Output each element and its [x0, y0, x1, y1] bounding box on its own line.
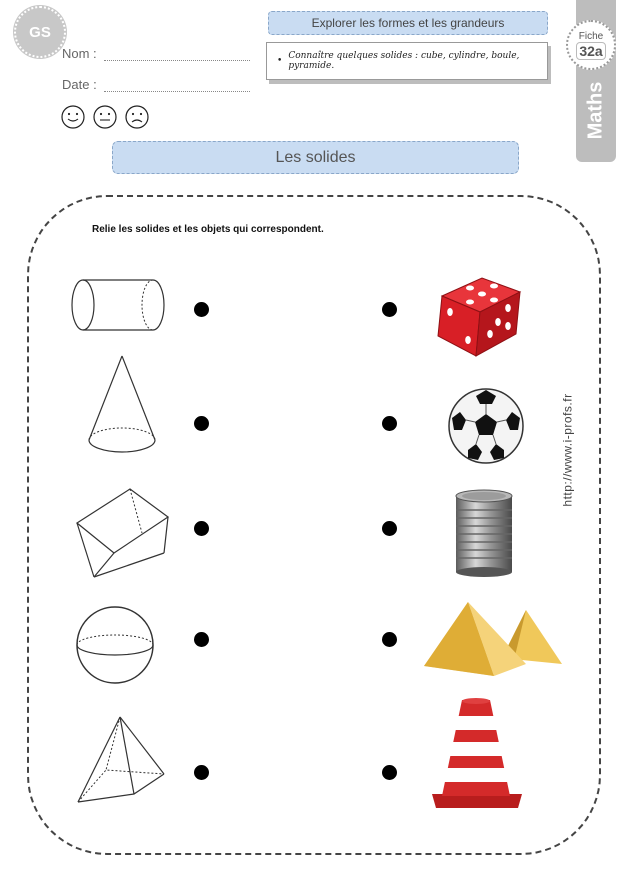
- bullet-icon: •: [277, 56, 283, 66]
- topic-banner: Explorer les formes et les grandeurs: [268, 11, 548, 35]
- name-field[interactable]: [104, 59, 250, 61]
- date-label: Date :: [62, 77, 97, 92]
- objective-text: Connaître quelques solides : cube, cylindre, boule, pyramide.: [288, 51, 520, 71]
- date-field[interactable]: [104, 90, 250, 92]
- right-dot-2[interactable]: [382, 416, 397, 431]
- happy-face-icon[interactable]: [62, 106, 84, 128]
- sad-face-icon[interactable]: [126, 106, 148, 128]
- fiche-badge: [566, 20, 616, 70]
- cylinder-icon: [70, 276, 170, 336]
- neutral-face-icon[interactable]: [94, 106, 116, 128]
- subject-tab-label: Maths: [584, 81, 607, 139]
- fiche-number: 32a: [576, 42, 605, 60]
- left-dot-3[interactable]: [194, 521, 209, 536]
- traffic-cone-icon: [428, 696, 526, 812]
- cone-icon: [85, 352, 159, 460]
- sphere-icon: [74, 604, 156, 686]
- tin-can-icon: [452, 488, 516, 578]
- level-badge: GS: [14, 6, 66, 58]
- left-dot-1[interactable]: [194, 302, 209, 317]
- mood-smileys: [60, 104, 156, 130]
- page-title: Les solides: [112, 141, 519, 174]
- source-url[interactable]: http://www.i-profs.fr: [561, 393, 576, 507]
- exercise-instruction: Relie les solides et les objets qui correspondent.: [92, 224, 324, 235]
- left-dot-4[interactable]: [194, 632, 209, 647]
- dice-icon: [434, 274, 524, 360]
- left-dot-2[interactable]: [194, 416, 209, 431]
- right-dot-4[interactable]: [382, 632, 397, 647]
- left-dot-5[interactable]: [194, 765, 209, 780]
- objective-box: [266, 42, 548, 80]
- right-dot-1[interactable]: [382, 302, 397, 317]
- pyramid-icon: [74, 714, 168, 806]
- soccer-ball-icon: [446, 386, 526, 466]
- fiche-label: Fiche: [578, 30, 604, 42]
- right-dot-5[interactable]: [382, 765, 397, 780]
- name-label: Nom :: [62, 46, 97, 61]
- right-dot-3[interactable]: [382, 521, 397, 536]
- cube-icon: [72, 485, 172, 583]
- pyramids-icon: [422, 598, 568, 680]
